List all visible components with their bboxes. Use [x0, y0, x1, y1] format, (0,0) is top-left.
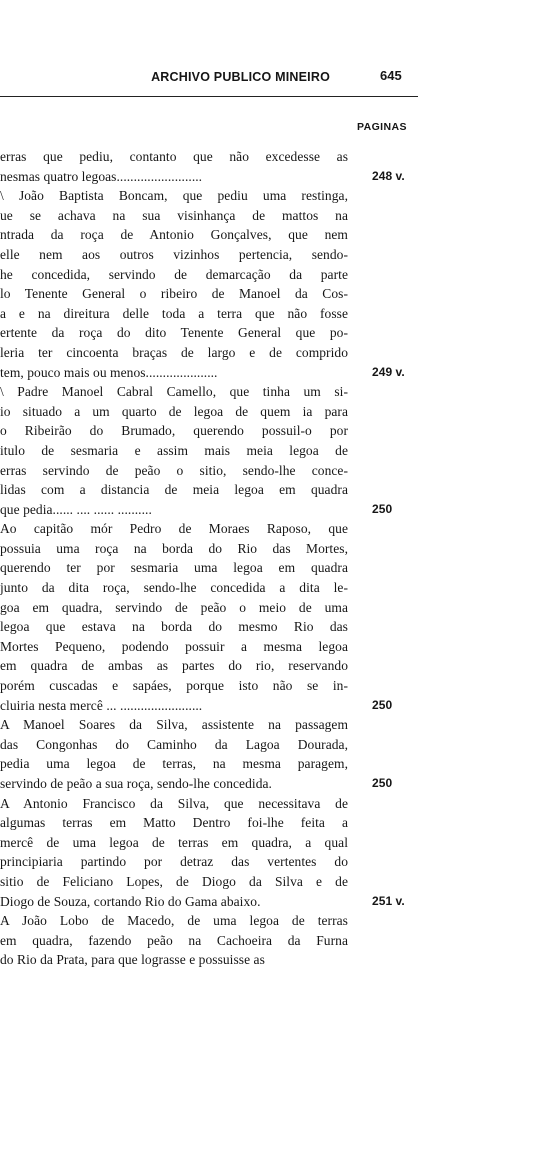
text-line: [0, 617, 543, 637]
line-text: Mortes Pequeno, podendo possuir a mesma legoa: [0, 638, 348, 654]
text-line: [0, 558, 543, 578]
running-title: ARCHIVO PUBLICO MINEIRO: [151, 70, 330, 84]
text-line: [0, 323, 543, 343]
page-number: 645: [380, 68, 402, 83]
line-text: erras que pediu, contanto que não excedesse as: [0, 149, 348, 164]
line-text: Diogo de Souza, cortando Rio do Gama abaixo.: [0, 893, 261, 909]
text-line: [0, 186, 543, 206]
text-line: [0, 754, 543, 774]
line-text: principiaria partindo por detraz das vertentes do: [0, 854, 348, 870]
text-line: [0, 852, 543, 872]
line-text: \ Padre Manoel Cabral Camello, que tinha um si-: [0, 384, 348, 400]
text-line: [0, 892, 543, 912]
line-text: \ João Baptista Boncam, que pediu uma restinga,: [0, 188, 348, 204]
text-line: [0, 833, 543, 853]
line-text: o Ribeirão do Brumado, querendo possuil-o por: [0, 423, 348, 439]
line-text: ue se achava na sua visinhança de mattos na: [0, 207, 348, 223]
line-text: das Congonhas do Caminho da Lagoa Dourada,: [0, 736, 348, 752]
line-text: servindo de peão a sua roça, sendo-lhe concedida.: [0, 776, 272, 791]
text-line: [0, 715, 543, 735]
line-text: A João Lobo de Macedo, de uma legoa de terras: [0, 913, 348, 929]
text-line: [0, 656, 543, 676]
text-line: [0, 676, 543, 696]
line-text: he concedida, servindo de demarcação da parte: [0, 266, 348, 282]
text-line: [0, 637, 543, 657]
text-line: [0, 147, 543, 167]
line-text: junto da dita roça, sendo-lhe concedida a dita le-: [0, 580, 348, 596]
page-reference: 248 v.: [372, 168, 405, 183]
page-reference: 250: [372, 697, 393, 712]
body-text: [0, 147, 543, 970]
text-line: [0, 421, 543, 441]
text-line: [0, 696, 543, 716]
page-reference: 250: [372, 501, 393, 516]
text-line: [0, 813, 543, 833]
text-line: [0, 167, 543, 187]
page-reference: 249 v.: [372, 364, 405, 379]
line-text: querendo ter por sesmaria uma legoa em quadra: [0, 560, 348, 576]
line-text: leria ter cincoenta braças de largo e de comprido: [0, 344, 348, 360]
text-line: [0, 265, 543, 285]
page-header: [0, 66, 543, 102]
line-text: em quadra, fazendo peão na Cachoeira da Furna: [0, 932, 348, 948]
line-text: cluiria nesta mercê ... ........................: [0, 697, 203, 713]
text-line: [0, 480, 543, 500]
text-line: [0, 402, 543, 422]
text-line: [0, 519, 543, 539]
line-text: goa em quadra, servindo de peão o meio de uma: [0, 599, 348, 615]
line-text: sitio de Feliciano Lopes, de Diogo da Silva e de: [0, 873, 348, 889]
text-line: [0, 441, 543, 461]
line-text: ertente da roça do dito Tenente General que po-: [0, 325, 348, 341]
line-text: A Manoel Soares da Silva, assistente na passagem: [0, 717, 348, 733]
header-rule: [0, 96, 418, 97]
line-text: em quadra de ambas as partes do rio, reservando: [0, 658, 348, 674]
line-text: pedia uma legoa de terras, na mesma paragem,: [0, 756, 348, 772]
text-line: [0, 931, 543, 951]
line-text: possuia uma roça na borda do Rio das Mortes,: [0, 540, 348, 556]
line-text: itulo de sesmaria e assim mais meia legoa de: [0, 442, 348, 458]
text-line: [0, 284, 543, 304]
line-text: Ao capitão mór Pedro de Moraes Raposo, que: [0, 521, 348, 537]
text-line: [0, 911, 543, 931]
line-text: lidas com a distancia de meia legoa em quadra: [0, 482, 348, 498]
line-text: mercê de uma legoa de terras em quadra, a qual: [0, 834, 348, 850]
line-text: lo Tenente General o ribeiro de Manoel da Cos-: [0, 286, 348, 302]
page-reference: 251 v.: [372, 893, 405, 908]
line-text: que pedia...... .... ...... ..........: [0, 501, 152, 517]
line-text: ntrada da roça de Antonio Gonçalves, que nem: [0, 227, 348, 243]
text-line: [0, 206, 543, 226]
text-line: [0, 735, 543, 755]
text-line: [0, 343, 543, 363]
line-text: A Antonio Francisco da Silva, que necessitava de: [0, 795, 348, 811]
text-line: [0, 225, 543, 245]
line-text: legoa que estava na borda do mesmo Rio das: [0, 619, 348, 635]
text-line: [0, 950, 543, 970]
text-line: [0, 774, 543, 794]
text-line: [0, 872, 543, 892]
line-text: io situado a um quarto de legoa de quem ia para: [0, 403, 348, 419]
text-line: [0, 363, 543, 383]
text-line: [0, 539, 543, 559]
column-heading-paginas: PAGINAS: [357, 121, 407, 133]
line-text: tem, pouco mais ou menos.....................: [0, 364, 218, 380]
text-line: [0, 461, 543, 481]
line-text: algumas terras em Matto Dentro foi-lhe feita a: [0, 815, 348, 831]
text-line: [0, 500, 543, 520]
text-line: [0, 304, 543, 324]
line-text: elle nem aos outros vizinhos pertencia, sendo-: [0, 246, 348, 262]
line-text: erras servindo de peão o sitio, sendo-lhe conce-: [0, 462, 348, 478]
text-line: [0, 578, 543, 598]
page-reference: 250: [372, 776, 393, 790]
text-line: [0, 794, 543, 814]
line-text: nesmas quatro legoas.........................: [0, 168, 203, 184]
text-line: [0, 382, 543, 402]
text-line: [0, 245, 543, 265]
line-text: porém cuscadas e sapáes, porque isto não se in-: [0, 678, 348, 694]
text-line: [0, 598, 543, 618]
line-text: a e na direitura delle toda a terra que não fosse: [0, 305, 348, 321]
line-text: do Rio da Prata, para que lograsse e possuisse as: [0, 952, 265, 968]
